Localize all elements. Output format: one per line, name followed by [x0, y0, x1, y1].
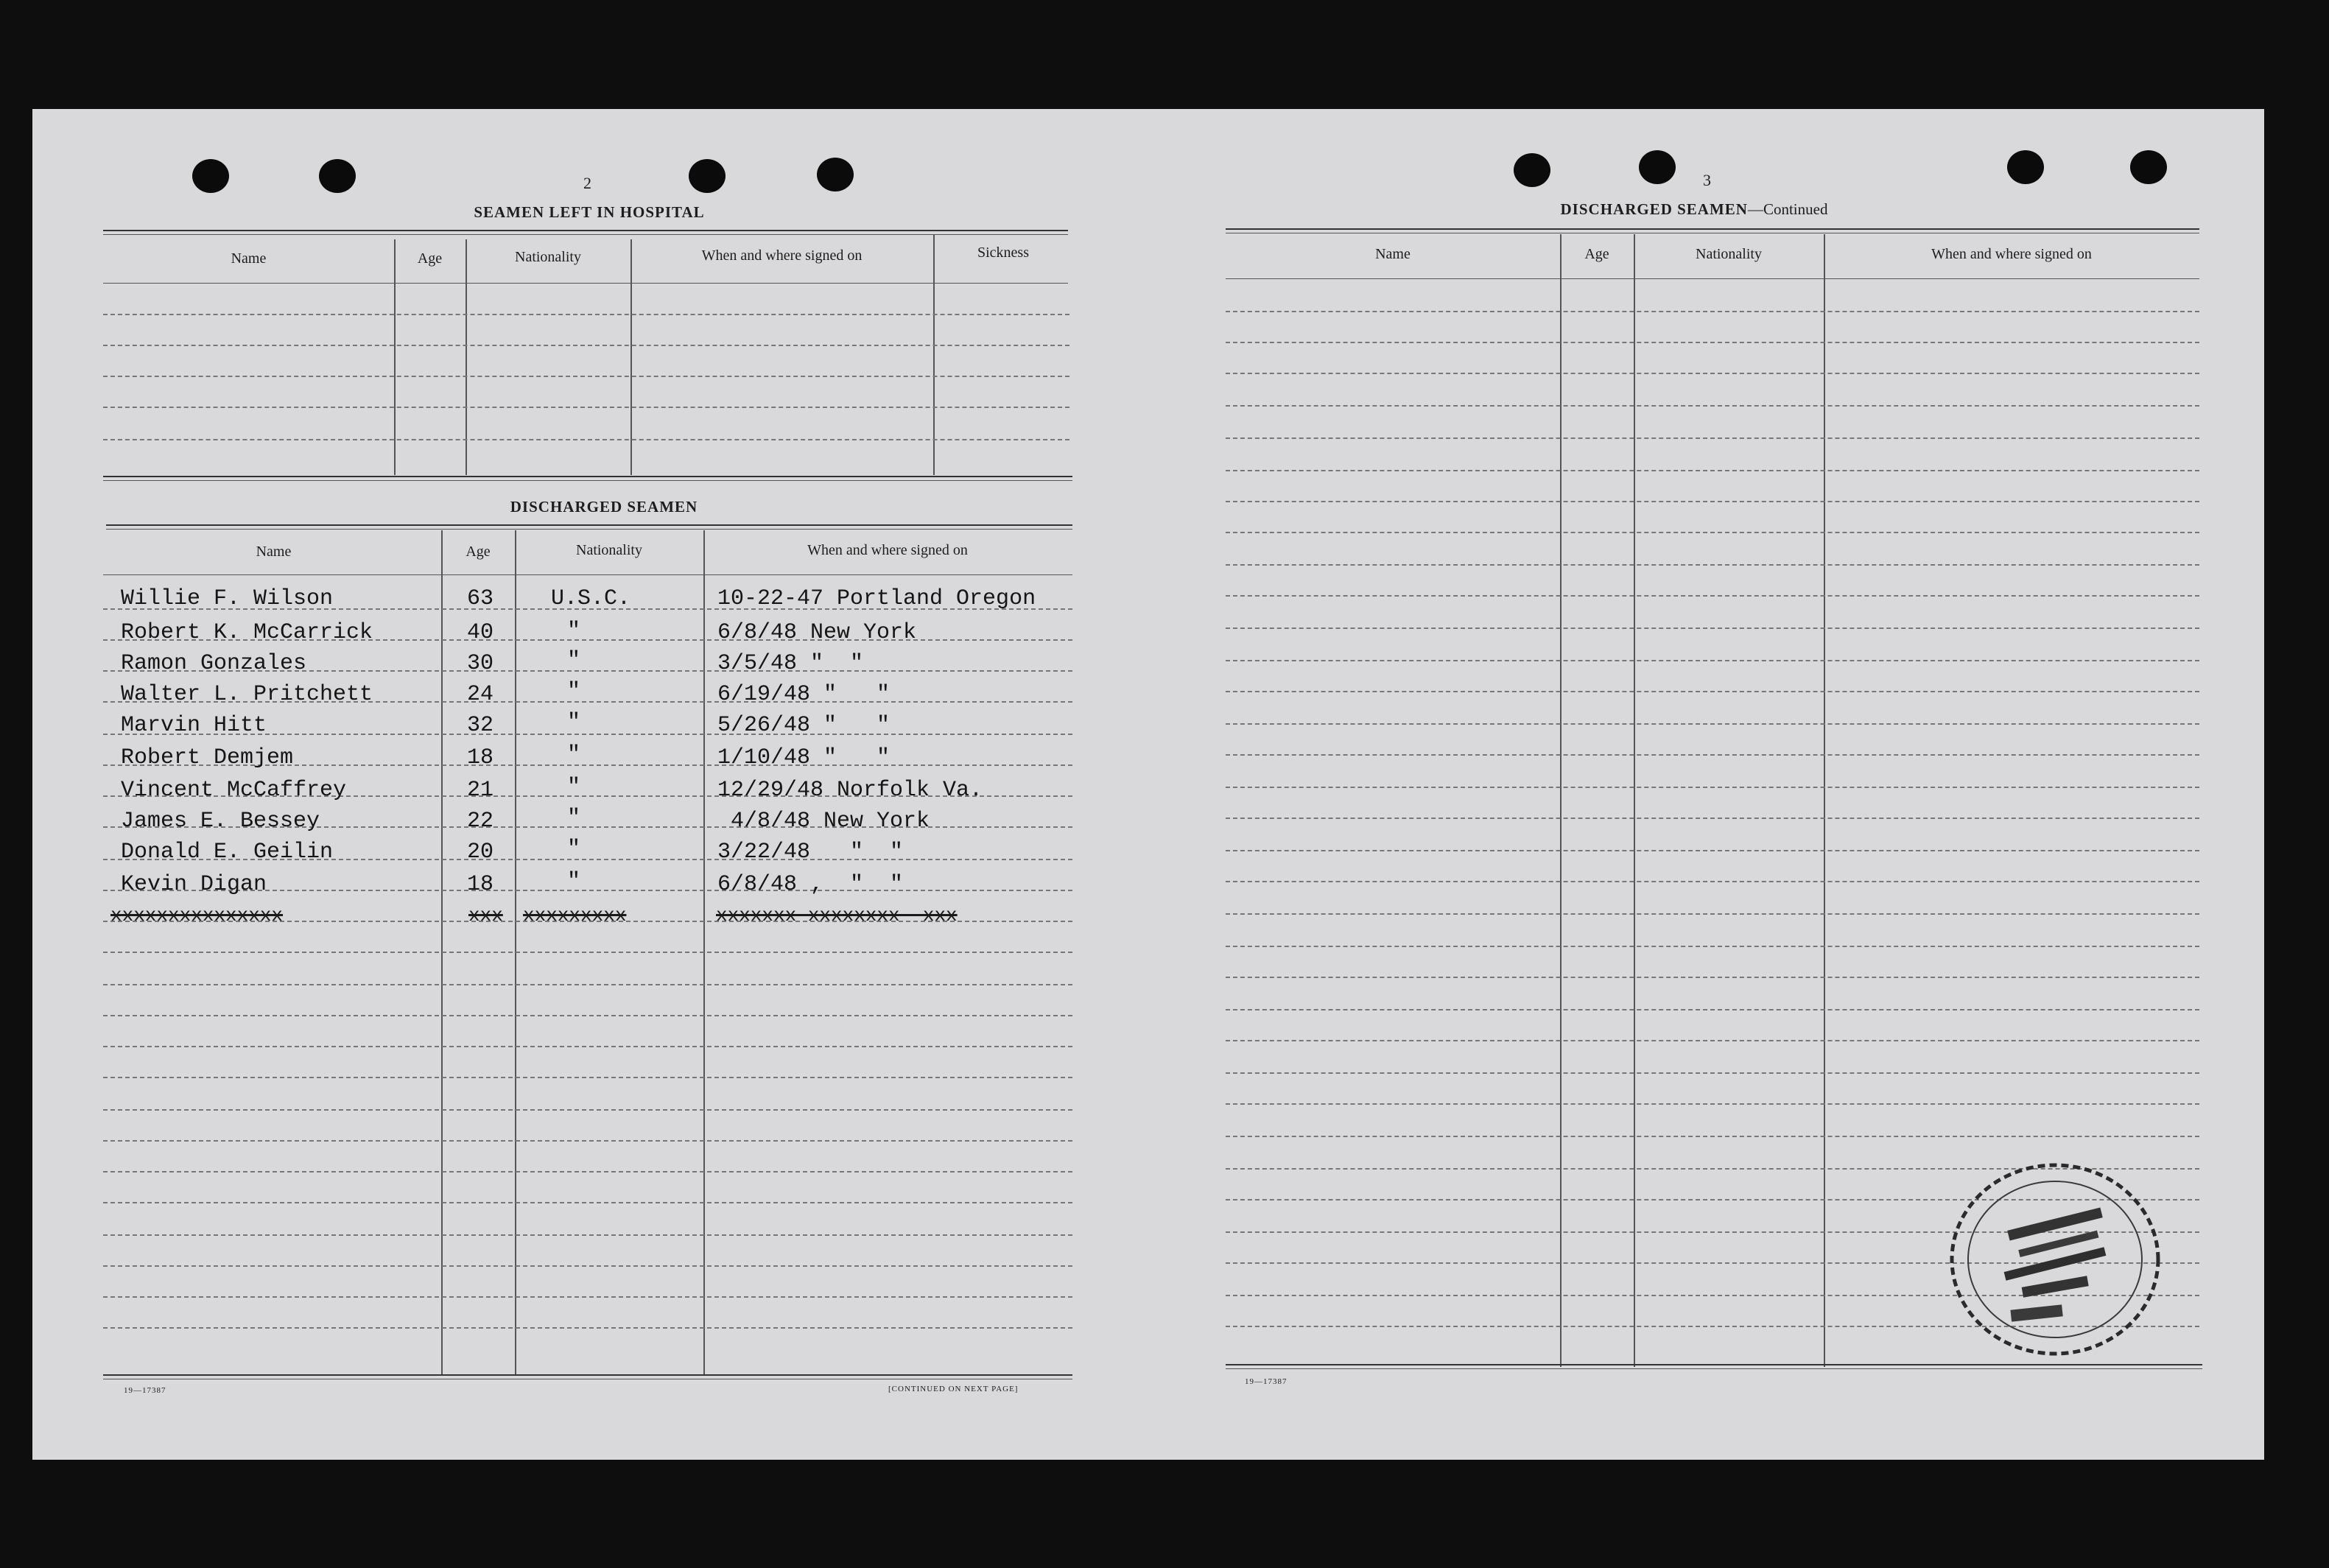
seaman-name: Vincent McCaffrey [121, 778, 347, 803]
seaman-nationality: " [567, 679, 581, 704]
seaman-name: Ramon Gonzales [121, 651, 307, 676]
page-number-right: 3 [1703, 171, 1711, 189]
hospital-header-name: Name [231, 250, 267, 267]
page-number-left: 2 [583, 174, 591, 192]
punch-hole [2130, 150, 2167, 184]
discharged-header-nationality: Nationality [576, 542, 642, 558]
right-header-age: Age [1584, 246, 1609, 262]
discharged-continued-title-bold: DISCHARGED SEAMEN [1560, 200, 1748, 218]
struck-out-nationality: xxxxxxxxx [523, 904, 627, 927]
right-header-name: Name [1375, 246, 1411, 262]
discharged-header-signed-on: When and where signed on [807, 542, 968, 558]
seaman-nationality: " [567, 775, 581, 800]
discharged-header-name: Name [256, 544, 292, 560]
struck-out-signed-on: xxxxxxx xxxxxxxx xxx [716, 904, 958, 927]
seaman-signed-on: 10-22-47 Portland Oregon [717, 586, 1036, 611]
seaman-name: Donald E. Geilin [121, 840, 334, 865]
right-header-signed-on: When and where signed on [1931, 246, 2092, 262]
seaman-signed-on: 6/8/48 New York [717, 620, 917, 645]
punch-hole [192, 159, 229, 193]
hospital-section-title: SEAMEN LEFT IN HOSPITAL [474, 203, 705, 221]
right-top-rule [1226, 228, 2199, 230]
seaman-age: 18 [467, 872, 494, 897]
seaman-name: Robert K. McCarrick [121, 620, 373, 645]
discharged-top-rule [106, 524, 1072, 526]
discharged-section-title: DISCHARGED SEAMEN [510, 498, 698, 516]
seaman-signed-on: 1/10/48 " " [717, 745, 890, 770]
seaman-nationality: " [567, 648, 581, 673]
punch-hole [689, 159, 726, 193]
seaman-nationality: " [567, 742, 581, 767]
seaman-name: Marvin Hitt [121, 713, 267, 738]
punch-hole [1514, 153, 1550, 187]
seaman-age: 20 [467, 840, 494, 865]
seaman-signed-on: 5/26/48 " " [717, 713, 890, 738]
right-header-nationality: Nationality [1696, 246, 1762, 262]
seaman-nationality: U.S.C. [551, 586, 631, 611]
hospital-header-signed-on: When and where signed on [701, 247, 863, 264]
discharged-continued-title [1473, 200, 1915, 219]
seaman-age: 40 [467, 620, 494, 645]
seaman-age: 22 [467, 809, 494, 834]
continued-note: [CONTINUED ON NEXT PAGE] [888, 1385, 1019, 1393]
seaman-age: 32 [467, 713, 494, 738]
punch-hole [2007, 150, 2044, 184]
seaman-age: 30 [467, 651, 494, 676]
seaman-age: 21 [467, 778, 494, 803]
hospital-top-rule [103, 230, 1068, 231]
seaman-nationality: " [567, 869, 581, 894]
seaman-name: Willie F. Wilson [121, 586, 334, 611]
seaman-nationality: " [567, 710, 581, 735]
seaman-name: Walter L. Pritchett [121, 682, 373, 707]
form-number-right: 19—17387 [1245, 1377, 1288, 1386]
hospital-header-age: Age [417, 250, 443, 267]
hospital-header-nationality: Nationality [515, 249, 581, 265]
seaman-signed-on: 3/5/48 " " [717, 651, 864, 676]
form-number-left: 19—17387 [124, 1386, 166, 1395]
hospital-header-sickness: Sickness [977, 245, 1029, 261]
seaman-signed-on: 3/22/48 " " [717, 840, 904, 865]
seaman-age: 18 [467, 745, 494, 770]
punch-hole [1639, 150, 1676, 184]
seaman-signed-on: 12/29/48 Norfolk Va. [717, 778, 983, 803]
punch-hole [319, 159, 356, 193]
struck-out-name: xxxxxxxxxxxxxxx [110, 904, 284, 927]
official-stamp [1937, 1149, 2173, 1370]
seaman-signed-on: 6/8/48 , " " [717, 872, 904, 897]
seaman-age: 63 [467, 586, 494, 611]
punch-hole [817, 158, 854, 191]
seaman-name: Kevin Digan [121, 872, 267, 897]
seaman-nationality: " [567, 837, 581, 862]
seaman-nationality: " [567, 619, 581, 644]
discharged-header-age: Age [466, 544, 491, 560]
struck-out-age: xxx [468, 904, 503, 927]
seaman-age: 24 [467, 682, 494, 707]
discharged-continued-title-rest: —Continued [1747, 200, 1828, 218]
seaman-name: Robert Demjem [121, 745, 294, 770]
seaman-nationality: " [567, 806, 581, 831]
seaman-signed-on: 6/19/48 " " [717, 682, 890, 707]
seaman-name: James E. Bessey [121, 809, 320, 834]
seaman-signed-on: 4/8/48 New York [717, 809, 930, 834]
